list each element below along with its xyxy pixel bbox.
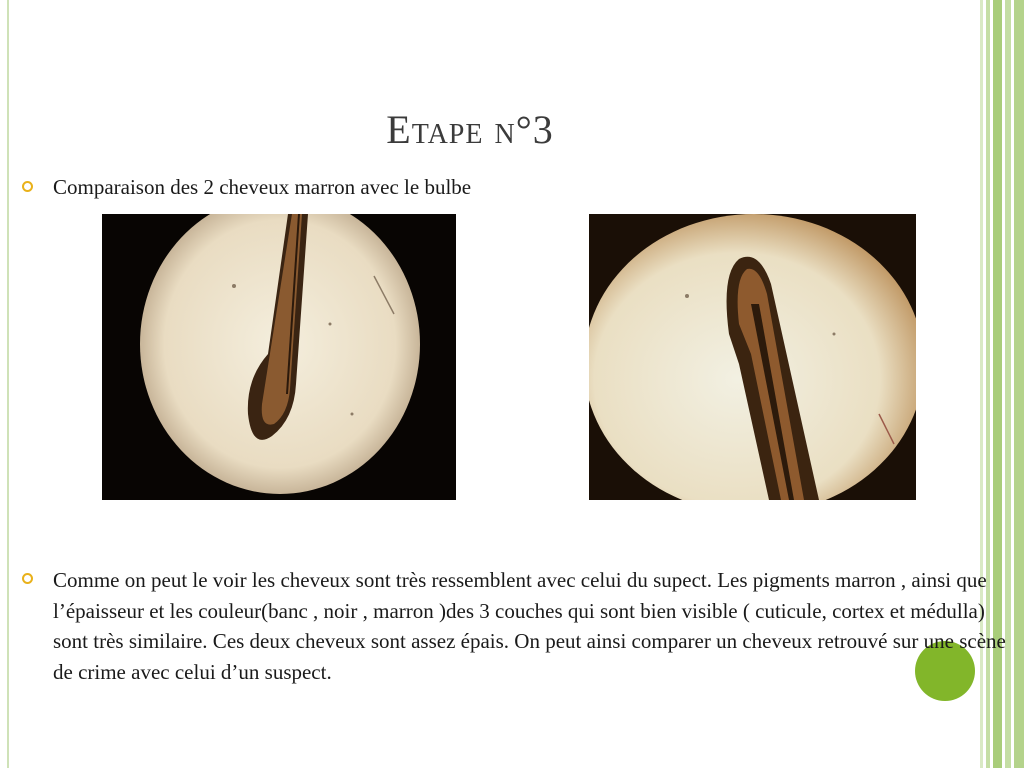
microscope-image-hair-1 bbox=[102, 214, 456, 500]
bullet-text-2-content: Comme on peut le voir les cheveux sont très ressemblent avec celui du supect. Les pigments marron , ainsi que l’épaisseur et les couleur(banc , noir , marron )des 3 couches qui sont bien visible ( cuticule, cortex et médulla) sont très similaire. Ces deux cheveux sont assez épais. On peut ainsi comparer un cheveux retrouvé sur une scène de crime avec celui d’un suspect. bbox=[53, 568, 1006, 684]
bullet-marker bbox=[22, 573, 33, 584]
bullet-text-1: Comparaison des 2 cheveux marron avec le bulbe bbox=[53, 175, 472, 199]
bullet-marker bbox=[22, 181, 33, 192]
bullet-text-2 bbox=[53, 565, 1013, 687]
microscope-image-hair-2 bbox=[589, 214, 916, 500]
slide-title: Etape n°3 bbox=[386, 107, 554, 152]
